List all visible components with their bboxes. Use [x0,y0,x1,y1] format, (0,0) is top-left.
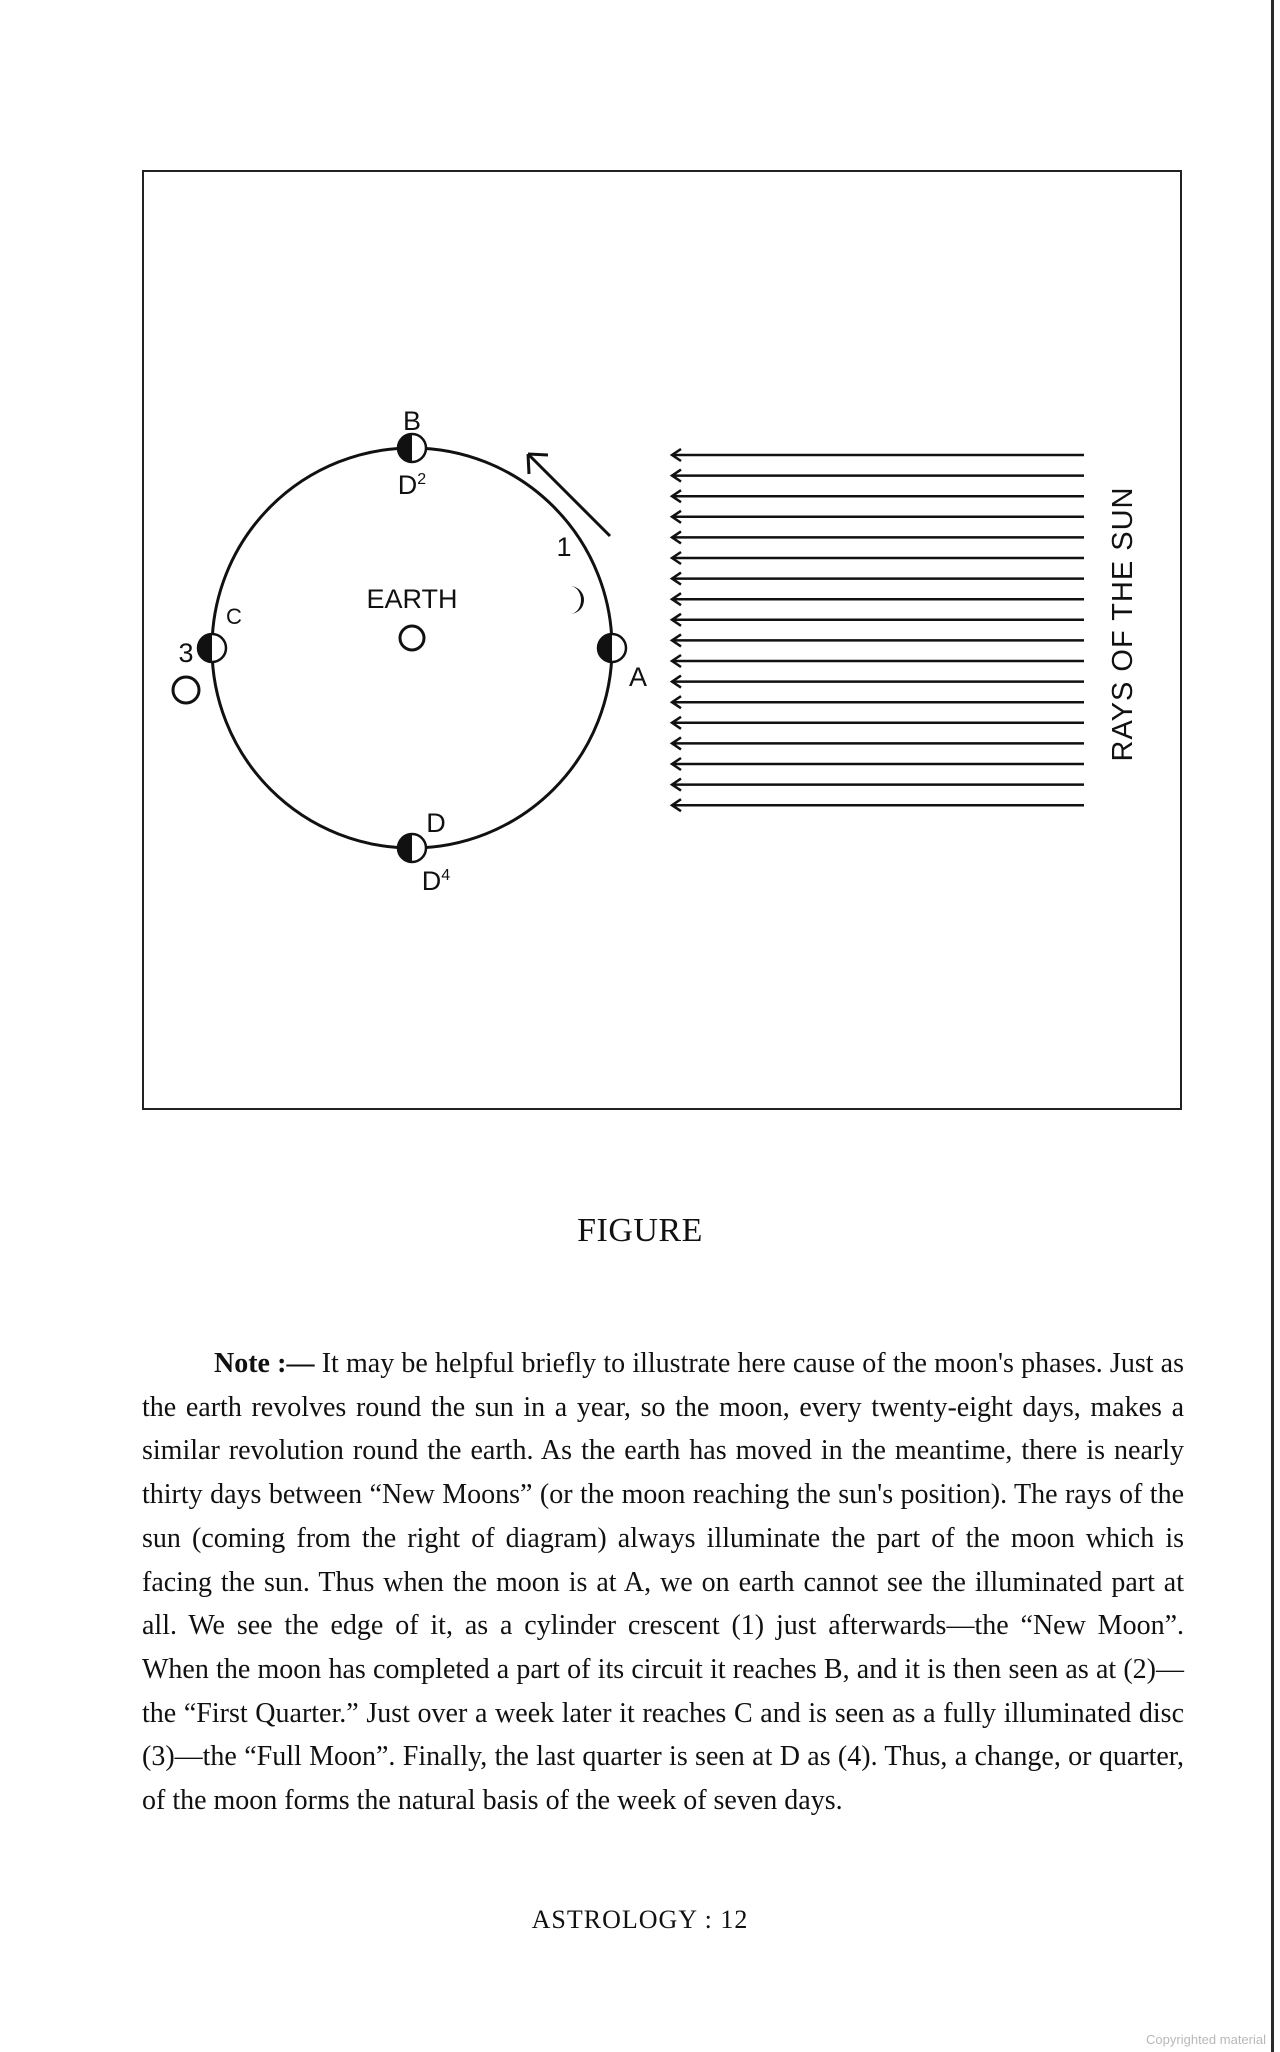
label-c: C [226,604,242,629]
label-b: B [402,406,422,436]
earth-label: EARTH [366,584,458,614]
note-lead: Note :— [214,1348,315,1379]
copyright-watermark: Copyrighted material [1146,2032,1266,2047]
note-body: It may be helpful briefly to illustrate here cause of the moon's phases. Just as the earth revolves round the sun in a year, so the moon, every twenty-eight days, makes a similar revolution round the earth. As the earth has moved in the meantime, there is nearly thirty days between “New Moons” (or the moon reaching the sun's position). The rays of the sun (coming from the right of diagram) always illuminate the part of the moon which is facing the sun. Thus when the moon is at A, we on earth cannot see the illuminated part at all. We see the edge of it, as a cylinder crescent (1) just afterwards—the “New Moon”. When the moon has completed a part of its circuit it reaches B, and it is then seen as at (2)—the “First Quarter.” Just over a week later it reaches C and is seen as a fully illuminated disc (3)—the “Full Moon”. Finally, the last quarter is seen at D as (4). Thus, a change, or quarter, of the moon forms the natural basis of the week of seven days. [142,1348,1185,1817]
rays-of-the-sun-label: RAYS OF THE SUN [1107,486,1139,762]
moon-position-c [198,634,226,662]
crescent-moon-1 [570,586,584,614]
moon-position-a [598,634,626,662]
moon-position-b [398,434,426,462]
moon-position-d [398,834,426,862]
sun-rays [672,449,1084,811]
label-1: 1 [556,532,572,562]
moon-orbit [212,448,612,848]
full-moon-3 [173,677,199,703]
page-footer: ASTROLOGY : 12 [531,1905,749,1934]
earth-symbol [400,626,424,650]
page-edge [1271,0,1274,2052]
moon-phases-figure [142,170,1182,1110]
moon-phases-diagram [144,172,1180,1108]
label-3: 3 [178,638,194,668]
label-d: D [426,808,446,838]
note-paragraph [142,1342,1184,1823]
figure-caption: FIGURE [577,1212,703,1249]
label-d4: $D^4$ [421,866,451,896]
label-a: A [628,662,648,692]
label-d2: $D^2$ [397,470,427,500]
